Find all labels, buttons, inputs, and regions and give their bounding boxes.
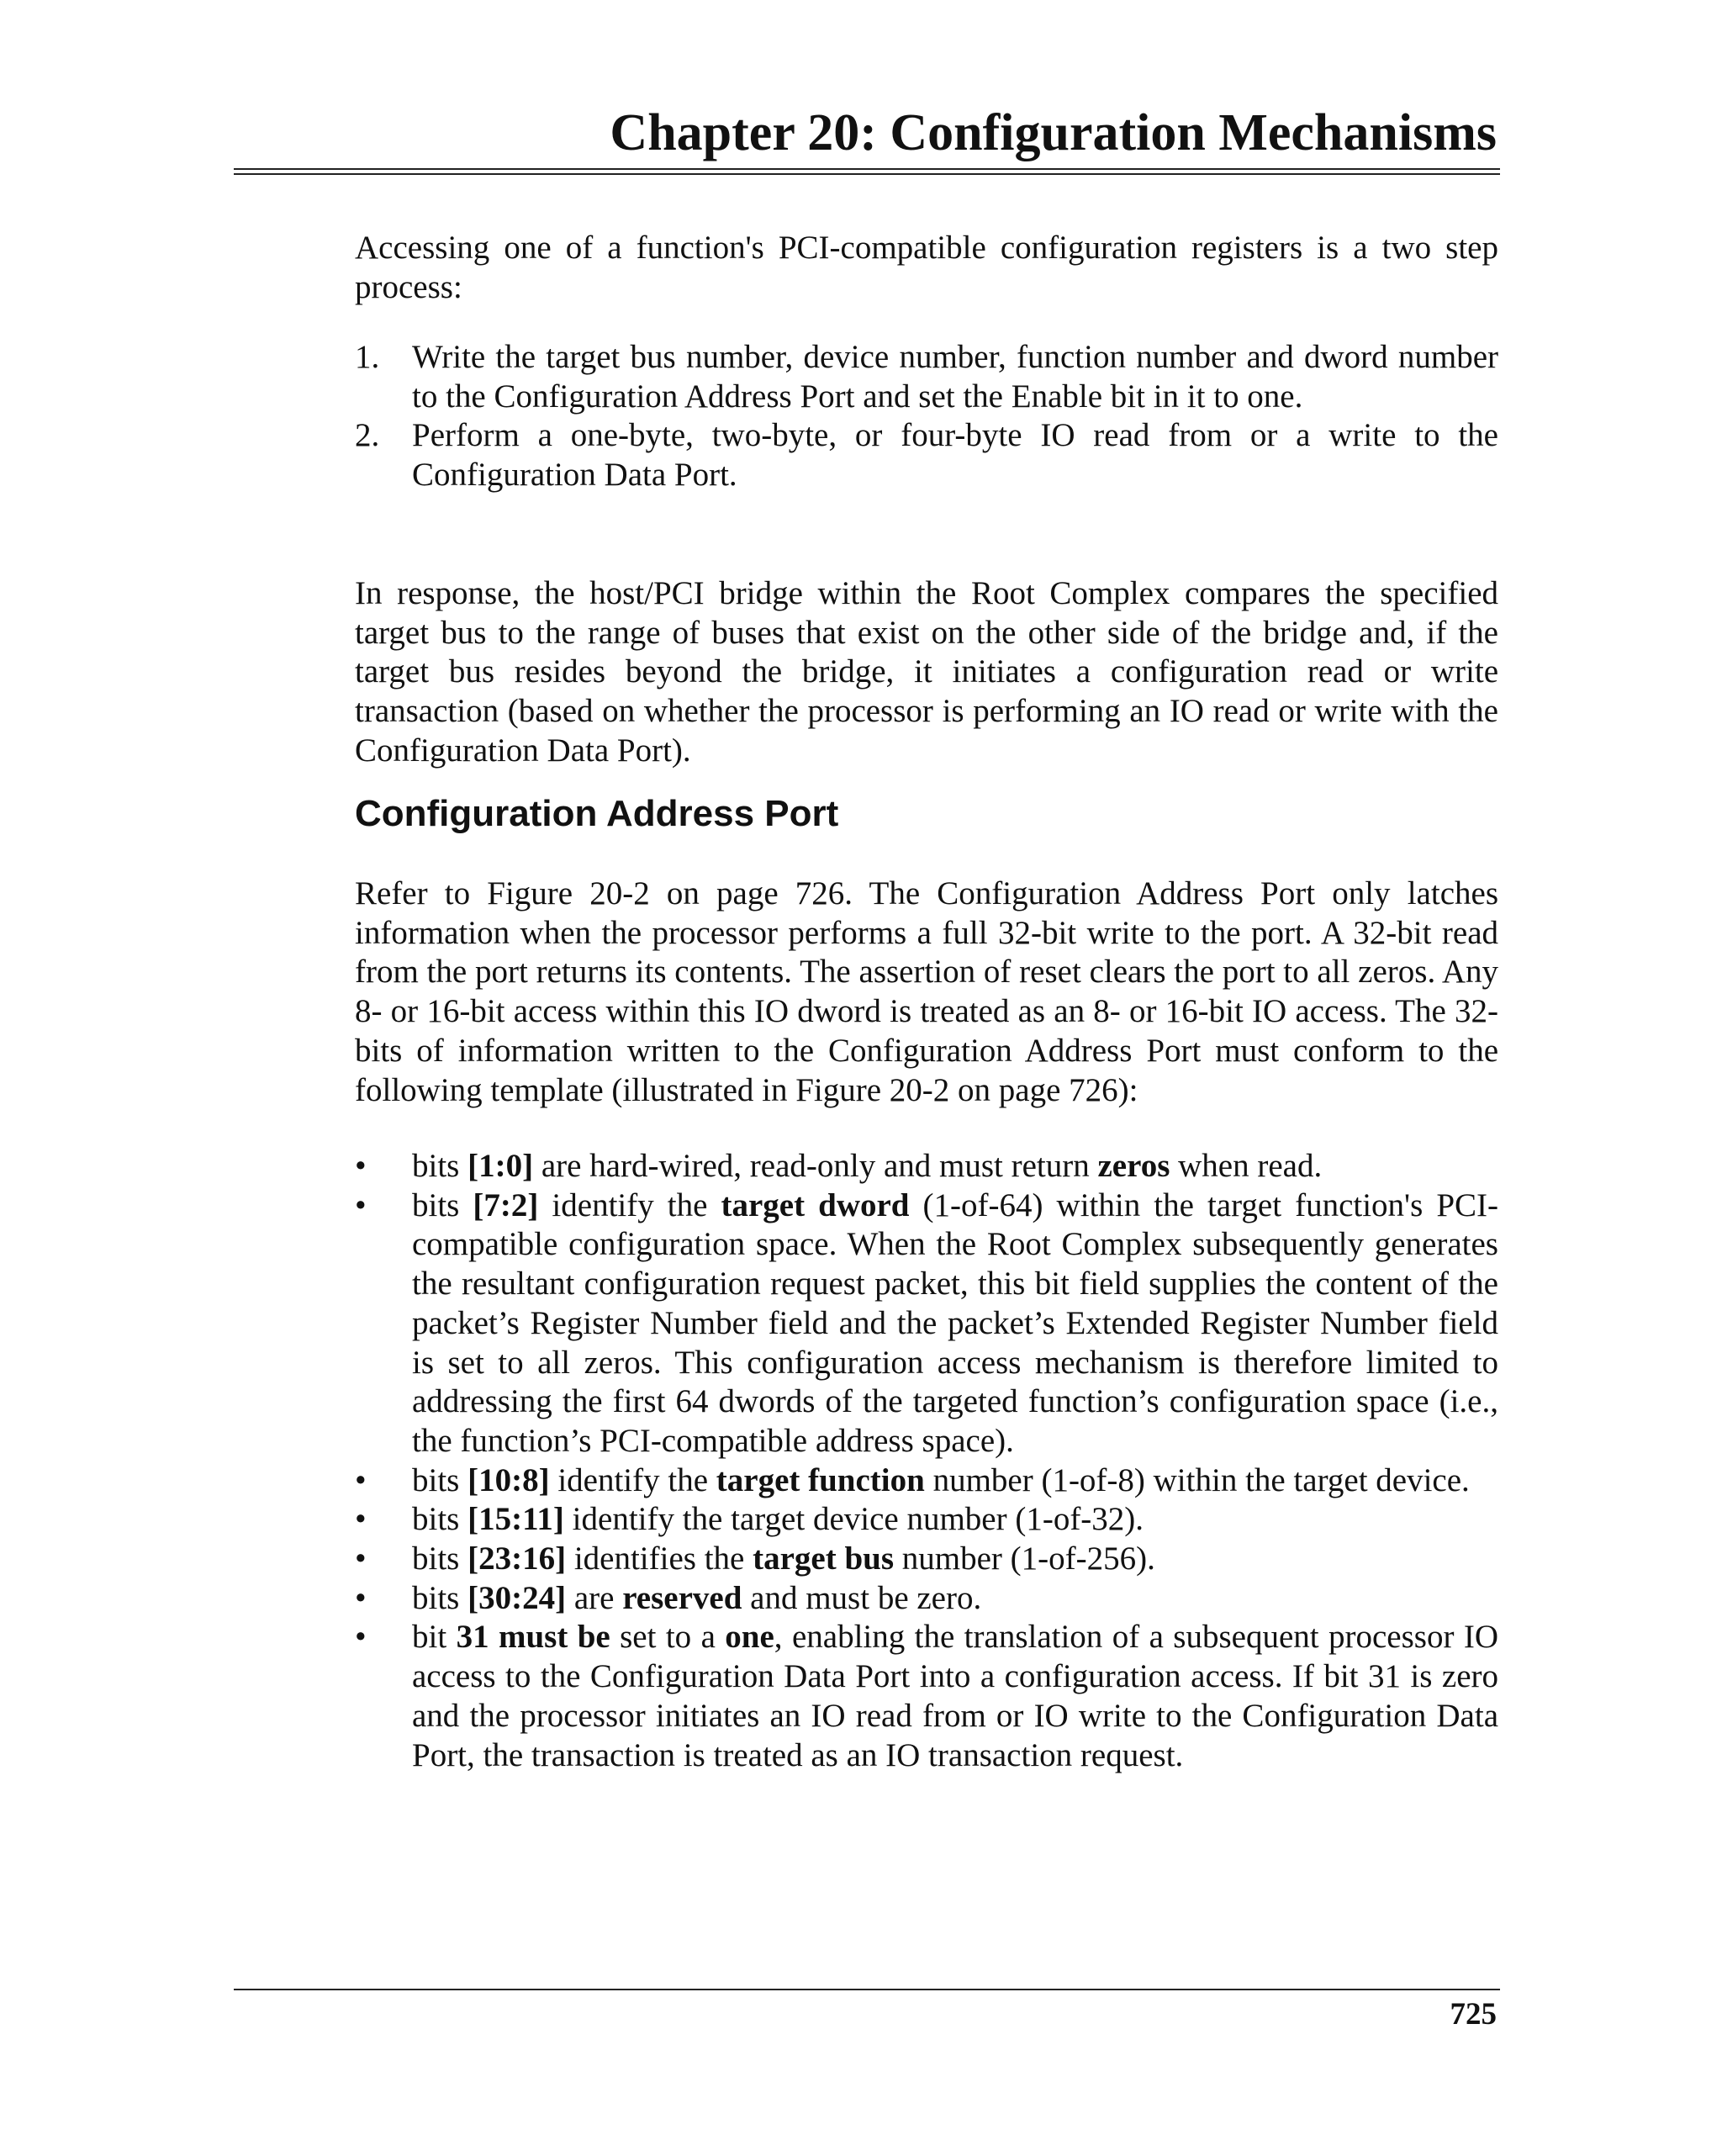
list-number: 1. <box>355 339 380 375</box>
footer-rule <box>234 1989 1500 1990</box>
bullet-text: bits <box>412 1461 468 1498</box>
bullet-marker: • <box>355 1619 367 1656</box>
section-text: Refer to Figure 20-2 on page 726. The Configuration Address Port only latches information when the processor performs a full 32-bit write to the port. A 32-bit read from the port returns its contents. The assertion of reset clears the port to all zeros. Any 8- or 16-bit access within this IO dword is treated as an 8- or 16-bit IO access. The 32-bits of information written to the Configuration Address Port must conform to the following template (illustrated in Figure 20-2 on page 726): <box>355 875 1498 1108</box>
bold-term: target function <box>716 1461 925 1498</box>
section-paragraph <box>355 875 1498 1110</box>
bullet-text: identify the <box>549 1461 716 1498</box>
bit-fields-list <box>355 1147 1498 1775</box>
bold-term: target dword <box>721 1186 910 1223</box>
bullet-text: bits <box>412 1186 473 1223</box>
header-rule <box>234 168 1500 175</box>
list-item <box>355 1461 1498 1501</box>
bullet-text: identifies the <box>566 1540 753 1577</box>
section-heading: Configuration Address Port <box>355 793 839 834</box>
bold-term: target bus <box>753 1540 895 1577</box>
intro-text: Accessing one of a function's PCI-compatible configuration registers is a two step process: <box>355 230 1498 305</box>
bullet-marker: • <box>355 1579 367 1616</box>
list-item-text: Write the target bus number, device number, function number and dword number to the Configuration Address Port and set the Enable bit in it to one. <box>412 339 1498 415</box>
list-item <box>355 1147 1498 1186</box>
bold-term: reserved <box>622 1579 742 1616</box>
bullet-text: number (1-of-8) within the target device. <box>924 1461 1470 1498</box>
bullet-text: identify the <box>538 1186 721 1223</box>
bit-range: [23:16] <box>467 1540 567 1577</box>
bold-term: one <box>725 1619 774 1656</box>
list-item <box>355 1540 1498 1579</box>
bullet-text: are hard-wired, read-only and must return <box>533 1148 1098 1184</box>
bullet-text: bits <box>412 1579 468 1616</box>
bullet-text: number (1-of-256). <box>894 1540 1155 1577</box>
list-item <box>355 338 1498 416</box>
bit-range: [15:11] <box>467 1501 564 1538</box>
bullet-text: bits <box>412 1148 468 1184</box>
bullet-marker: • <box>355 1148 367 1184</box>
list-item <box>355 416 1498 494</box>
bullet-text: are <box>566 1579 623 1616</box>
steps-list <box>355 338 1498 495</box>
bit-range: [1:0] <box>467 1148 534 1184</box>
response-text: In response, the host/PCI bridge within the Root Complex compares the specified target bus to the range of buses that exist on the other side of the bridge and, if the target bus resides beyond the bridge, it initiates a configuration read or write transaction (based on whether the processor is performing an IO read or write with the Configuration Data Port). <box>355 575 1498 769</box>
bullet-text: set to a <box>610 1619 726 1656</box>
list-number: 2. <box>355 417 380 454</box>
list-item <box>355 1618 1498 1775</box>
bullet-marker: • <box>355 1461 367 1498</box>
bullet-text: bits <box>412 1501 468 1538</box>
bullet-text: when read. <box>1170 1148 1323 1184</box>
bold-term: zeros <box>1097 1148 1170 1184</box>
bit-range: [7:2] <box>473 1186 539 1223</box>
bullet-marker: • <box>355 1540 367 1577</box>
page-number: 725 <box>1450 1997 1497 2032</box>
bullet-marker: • <box>355 1186 367 1223</box>
bit-range: [10:8] <box>467 1461 550 1498</box>
bullet-text: , enabling the translation of a subsequent processor IO access to the Configuration Data Port into a configuration access. If bit 31 is zero and the processor initiates an IO read from or IO write to the Configuration Data Port, the transaction is treated as an IO transaction request. <box>412 1619 1499 1773</box>
bullet-marker: • <box>355 1501 367 1538</box>
list-item <box>355 1500 1498 1540</box>
bullet-text: and must be zero. <box>742 1579 982 1616</box>
bullet-text: bits <box>412 1540 468 1577</box>
list-item-text: Perform a one-byte, two-byte, or four-byte IO read from or a write to the Configuration Data Port. <box>412 417 1498 494</box>
list-item <box>355 1186 1498 1461</box>
bullet-text: (1-of-64) within the target function's PCI-compatible configuration space. When the Root Complex subsequently generates the resultant configuration request packet, this bit field supplies the content of the packet’s Register Number field and the packet’s Extended Register Number field is set to all zeros. This configuration access mechanism is therefore limited to addressing the first 64 dwords of the targeted function’s configuration space (i.e., the function’s PCI-compatible address space). <box>412 1186 1498 1459</box>
bit-range: [30:24] <box>467 1579 567 1616</box>
bullet-text: bit <box>412 1619 457 1656</box>
response-paragraph <box>355 574 1498 771</box>
list-item <box>355 1579 1498 1619</box>
intro-paragraph <box>355 229 1498 307</box>
bit-range: 31 must be <box>456 1619 610 1656</box>
chapter-header: Chapter 20: Configuration Mechanisms <box>610 104 1497 161</box>
bullet-text: identify the target device number (1-of-32). <box>563 1501 1144 1538</box>
